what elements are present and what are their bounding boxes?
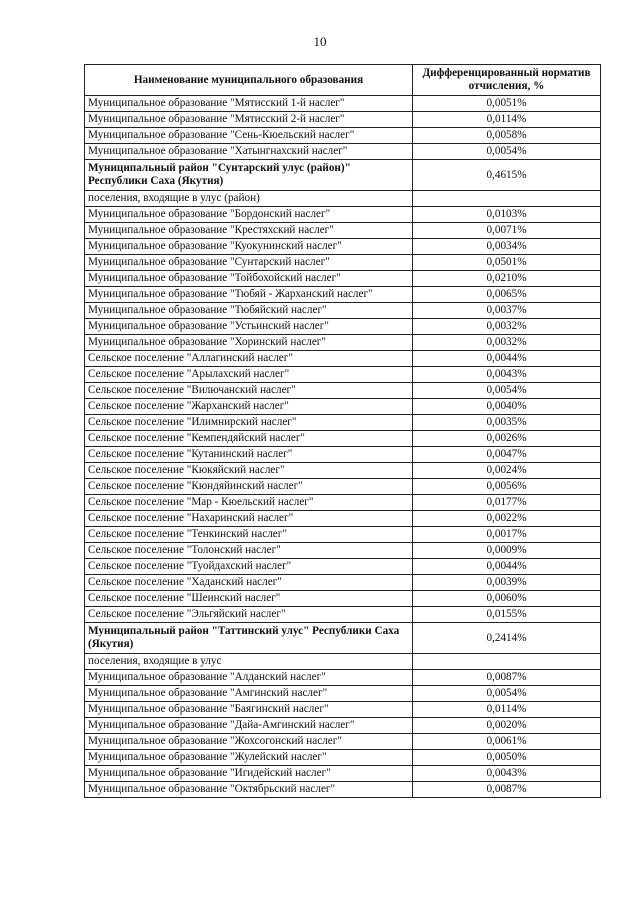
row-value: 0,0103%	[413, 207, 601, 223]
row-name: Сельское поселение "Толонский наслег"	[85, 543, 413, 559]
row-value: 0,0087%	[413, 782, 601, 798]
row-value: 0,0054%	[413, 144, 601, 160]
table-row	[85, 319, 601, 335]
row-value: 0,0114%	[413, 702, 601, 718]
row-name: Муниципальное образование "Мятисский 1-й наслег"	[85, 96, 413, 112]
norms-table	[84, 64, 601, 798]
row-value: 0,0039%	[413, 575, 601, 591]
table-row	[85, 511, 601, 527]
row-name: Сельское поселение "Арылахский наслег"	[85, 367, 413, 383]
subheader-row	[85, 191, 601, 207]
row-name: поселения, входящие в улус	[85, 654, 413, 670]
table-row	[85, 287, 601, 303]
row-name: Муниципальное образование "Октябрьский наслег"	[85, 782, 413, 798]
row-value: 0,0040%	[413, 399, 601, 415]
row-value: 0,0065%	[413, 287, 601, 303]
row-value: 0,0026%	[413, 431, 601, 447]
table-row	[85, 271, 601, 287]
table-row	[85, 367, 601, 383]
row-value: 0,0061%	[413, 734, 601, 750]
table-row	[85, 766, 601, 782]
table-row	[85, 431, 601, 447]
row-name: Муниципальный район "Сунтарский улус (район)" Республики Саха (Якутия)	[85, 160, 413, 191]
row-name: Муниципальное образование "Жохсогонский наслег"	[85, 734, 413, 750]
row-value: 0,0058%	[413, 128, 601, 144]
row-value: 0,0050%	[413, 750, 601, 766]
row-value: 0,0043%	[413, 367, 601, 383]
table-body	[85, 96, 601, 798]
row-name: Муниципальное образование "Устьинский наслег"	[85, 319, 413, 335]
header-name-column: Наименование муниципального образования	[85, 65, 413, 96]
table-row	[85, 495, 601, 511]
row-value: 0,0054%	[413, 686, 601, 702]
row-value: 0,0044%	[413, 351, 601, 367]
row-value: 0,0114%	[413, 112, 601, 128]
row-value	[413, 654, 601, 670]
row-value: 0,0034%	[413, 239, 601, 255]
row-name: Муниципальное образование "Амгинский наслег"	[85, 686, 413, 702]
row-name: Сельское поселение "Тенкинский наслег"	[85, 527, 413, 543]
district-row	[85, 160, 601, 191]
table-row	[85, 112, 601, 128]
row-name: Сельское поселение "Аллагинский наслег"	[85, 351, 413, 367]
row-name: Муниципальное образование "Хоринский наслег"	[85, 335, 413, 351]
row-name: поселения, входящие в улус (район)	[85, 191, 413, 207]
row-name: Сельское поселение "Жарханский наслег"	[85, 399, 413, 415]
table-row	[85, 670, 601, 686]
row-name: Муниципальное образование "Хатынгнахский наслег"	[85, 144, 413, 160]
row-name: Муниципальный район "Таттинский улус" Республики Саха (Якутия)	[85, 623, 413, 654]
row-value: 0,4615%	[413, 160, 601, 191]
table-row	[85, 383, 601, 399]
row-name: Сельское поселение "Нахаринский наслег"	[85, 511, 413, 527]
row-value: 0,0020%	[413, 718, 601, 734]
row-name: Муниципальное образование "Сунтарский наслег"	[85, 255, 413, 271]
row-name: Сельское поселение "Хаданский наслег"	[85, 575, 413, 591]
table-row	[85, 415, 601, 431]
row-name: Муниципальное образование "Сень-Кюельский наслег"	[85, 128, 413, 144]
table-row	[85, 255, 601, 271]
row-value: 0,0054%	[413, 383, 601, 399]
row-value: 0,0087%	[413, 670, 601, 686]
row-value: 0,0032%	[413, 319, 601, 335]
row-name: Муниципальное образование "Алданский наслег"	[85, 670, 413, 686]
row-name: Сельское поселение "Илимнирский наслег"	[85, 415, 413, 431]
row-name: Муниципальное образование "Тюбяй - Жарханский наслег"	[85, 287, 413, 303]
row-value: 0,0024%	[413, 463, 601, 479]
table-row	[85, 399, 601, 415]
row-name: Сельское поселение "Кутанинский наслег"	[85, 447, 413, 463]
table-row	[85, 734, 601, 750]
row-name: Сельское поселение "Туойдахский наслег"	[85, 559, 413, 575]
table-row	[85, 128, 601, 144]
table-row	[85, 351, 601, 367]
row-value: 0,0022%	[413, 511, 601, 527]
row-name: Муниципальное образование "Куокунинский наслег"	[85, 239, 413, 255]
row-value: 0,0501%	[413, 255, 601, 271]
row-name: Сельское поселение "Мар - Кюельский наслег"	[85, 495, 413, 511]
table-row	[85, 144, 601, 160]
row-name: Сельское поселение "Эльгяйский наслег"	[85, 607, 413, 623]
table-row	[85, 207, 601, 223]
row-value: 0,0009%	[413, 543, 601, 559]
row-value: 0,0032%	[413, 335, 601, 351]
table-row	[85, 591, 601, 607]
table-row	[85, 479, 601, 495]
row-name: Сельское поселение "Вилючанский наслег"	[85, 383, 413, 399]
table-row	[85, 543, 601, 559]
table-row	[85, 559, 601, 575]
row-name: Муниципальное образование "Бордонский наслег"	[85, 207, 413, 223]
table-header-row	[85, 65, 601, 96]
district-row	[85, 623, 601, 654]
row-value: 0,0210%	[413, 271, 601, 287]
table-row	[85, 463, 601, 479]
row-value: 0,0071%	[413, 223, 601, 239]
row-value: 0,0056%	[413, 479, 601, 495]
row-value: 0,0035%	[413, 415, 601, 431]
table-row	[85, 527, 601, 543]
row-name: Муниципальное образование "Дайа-Амгинский наслег"	[85, 718, 413, 734]
table-row	[85, 96, 601, 112]
header-value-column: Дифференцированный норматив отчисления, %	[413, 65, 601, 96]
row-value: 0,0155%	[413, 607, 601, 623]
row-value: 0,0177%	[413, 495, 601, 511]
table-row	[85, 718, 601, 734]
row-name: Муниципальное образование "Тойбохойский наслег"	[85, 271, 413, 287]
row-name: Сельское поселение "Кемпендяйский наслег"	[85, 431, 413, 447]
table-row	[85, 303, 601, 319]
row-value: 0,0017%	[413, 527, 601, 543]
subheader-row	[85, 654, 601, 670]
row-value	[413, 191, 601, 207]
table-row	[85, 335, 601, 351]
row-value: 0,0060%	[413, 591, 601, 607]
row-value: 0,2414%	[413, 623, 601, 654]
row-name: Сельское поселение "Шеинский наслег"	[85, 591, 413, 607]
table-row	[85, 702, 601, 718]
table-row	[85, 607, 601, 623]
row-name: Муниципальное образование "Крестяхский наслег"	[85, 223, 413, 239]
row-name: Муниципальное образование "Тюбяйский наслег"	[85, 303, 413, 319]
row-value: 0,0051%	[413, 96, 601, 112]
table-row	[85, 575, 601, 591]
table-row	[85, 447, 601, 463]
row-name: Сельское поселение "Кюкяйский наслег"	[85, 463, 413, 479]
row-value: 0,0037%	[413, 303, 601, 319]
row-value: 0,0043%	[413, 766, 601, 782]
row-name: Муниципальное образование "Жулейский наслег"	[85, 750, 413, 766]
table-row	[85, 686, 601, 702]
row-value: 0,0047%	[413, 447, 601, 463]
row-name: Муниципальное образование "Баягинский наслег"	[85, 702, 413, 718]
row-value: 0,0044%	[413, 559, 601, 575]
table-row	[85, 223, 601, 239]
row-name: Сельское поселение "Кюндяйинский наслег"	[85, 479, 413, 495]
table-row	[85, 239, 601, 255]
row-name: Муниципальное образование "Игидейский наслег"	[85, 766, 413, 782]
row-name: Муниципальное образование "Мятисский 2-й наслег"	[85, 112, 413, 128]
page-number: 10	[313, 34, 327, 49]
table-row	[85, 782, 601, 798]
table-row	[85, 750, 601, 766]
